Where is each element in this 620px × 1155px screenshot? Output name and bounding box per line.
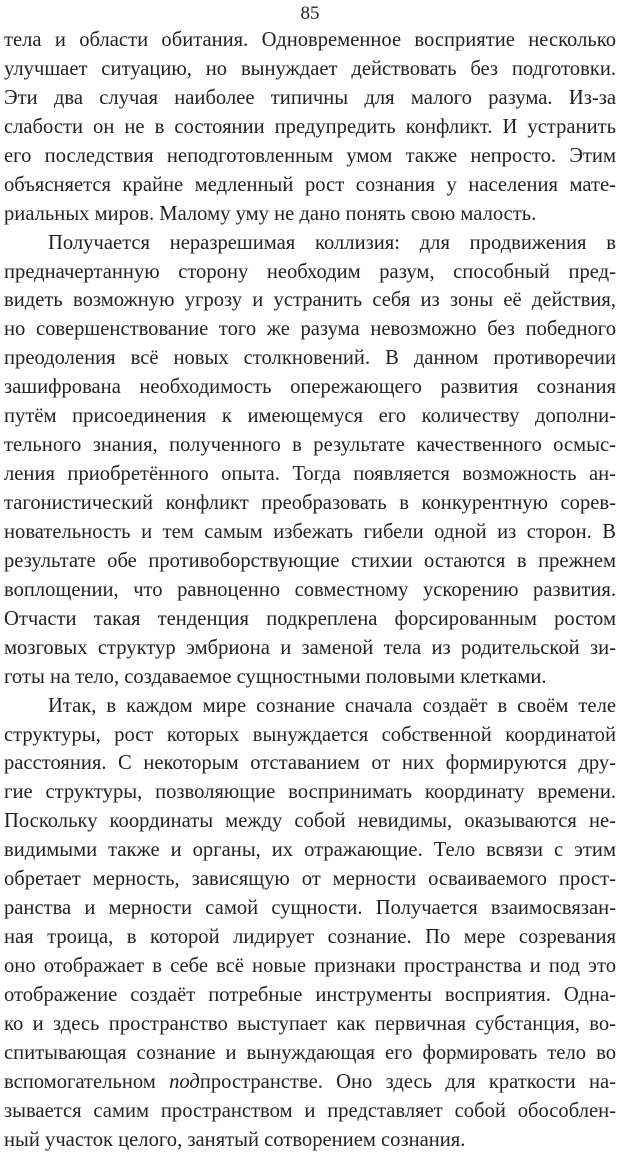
text-line: тагонистический конфликт преобразовать в конкурентную сорев- <box>4 492 616 514</box>
italic-prefix: под <box>169 1070 200 1093</box>
text-line: ная троица, в которой лидирует сознание. По мере созревания <box>4 926 616 949</box>
text-line: воплощении, что равноценно совместному ускорению развития. <box>4 578 616 601</box>
body-text <box>4 26 616 1155</box>
text-line: риальных миров. Малому уму не дано понять свою малость. <box>4 202 537 225</box>
text-line: объясняется крайне медленный рост сознания у населения мате- <box>4 173 616 196</box>
text-line: путём присоединения к имеющемуся его количеству дополни- <box>4 405 616 428</box>
text-line: Поскольку координаты между собой невидимы, оказываются не- <box>4 810 616 833</box>
text-line: ранства и мерности самой сущности. Получается взаимосвязан- <box>4 897 616 920</box>
text-line: зашифрована необходимость опережающего развития сознания <box>4 376 616 399</box>
text-line: обретает мерность, зависящую от мерности осваиваемого прост- <box>4 868 616 891</box>
text-line: его последствия неподготовленным умом также непросто. Этим <box>4 144 616 167</box>
text-line: Получается неразрешимая коллизия: для продвижения в <box>48 231 616 254</box>
text-line: зывается самим пространством и представляет собой обособлен- <box>4 1099 616 1122</box>
text-line: ко и здесь пространство выступает как первичная субстанция, во- <box>4 1012 616 1035</box>
text-line: результате обе противоборствующие стихии остаются в прежнем <box>4 549 616 572</box>
text-line: Эти два случая наиболее типичны для малого разума. Из-за <box>4 86 616 109</box>
text-line: гие структуры, позволяющие воспринимать координату времени. <box>4 781 616 804</box>
text-segment: пространстве. Оно здесь для краткости на- <box>199 1070 616 1093</box>
text-line: оно отображает в себе всё новые признаки пространства и под это <box>4 955 616 977</box>
text-line: ный участок целого, занятый сотворением сознания. <box>4 1128 466 1151</box>
text-line: готы на тело, создаваемое сущностными половыми клетками. <box>4 665 547 688</box>
text-line: преодоления всё новых столкновений. В данном противоречии <box>4 347 616 370</box>
text-line: улучшает ситуацию, но вынуждает действовать без подготовки. <box>4 57 616 80</box>
text-line: мозговых структур эмбриона и заменой тела из родительской зи- <box>4 636 616 659</box>
page-number: 85 <box>300 3 320 24</box>
text-line: новательность и тем самым избежать гибели одной из сторон. В <box>4 520 616 543</box>
text-line <box>4 1068 616 1097</box>
text-line: слабости он не в состоянии предупредить конфликт. И устранить <box>4 115 616 138</box>
text-line: видимыми также и органы, их отражающие. Тело всвязи с этим <box>4 839 616 862</box>
text-segment: вспомогательном <box>4 1070 170 1093</box>
text-line: но совершенствование того же разума невозможно без победного <box>4 318 616 341</box>
text-line: видеть возможную угрозу и устранить себя из зоны её действия, <box>4 289 616 312</box>
text-line: спитывающая сознание и вынуждающая его формировать тело во <box>4 1041 616 1064</box>
text-line: структуры, рост которых вынуждается собственной координатой <box>4 723 616 746</box>
text-line: расстояния. С некоторым отставанием от них формируются дру- <box>4 752 616 775</box>
text-line: тельного знания, полученного в результате качественного осмыс- <box>4 434 616 457</box>
text-line: Отчасти такая тенденция подкреплена форсированным ростом <box>4 607 616 630</box>
text-line: ления приобретённого опыта. Тогда появляется возможность ан- <box>4 463 616 486</box>
text-line: Итак, в каждом мире сознание сначала создаёт в своём теле <box>48 694 616 717</box>
text-line: отображение создаёт потребные инструменты восприятия. Одна- <box>4 983 616 1006</box>
text-line: тела и области обитания. Одновременное восприятие несколько <box>4 29 616 51</box>
text-line: предначертанную сторону необходим разум, способный пред- <box>4 260 616 283</box>
